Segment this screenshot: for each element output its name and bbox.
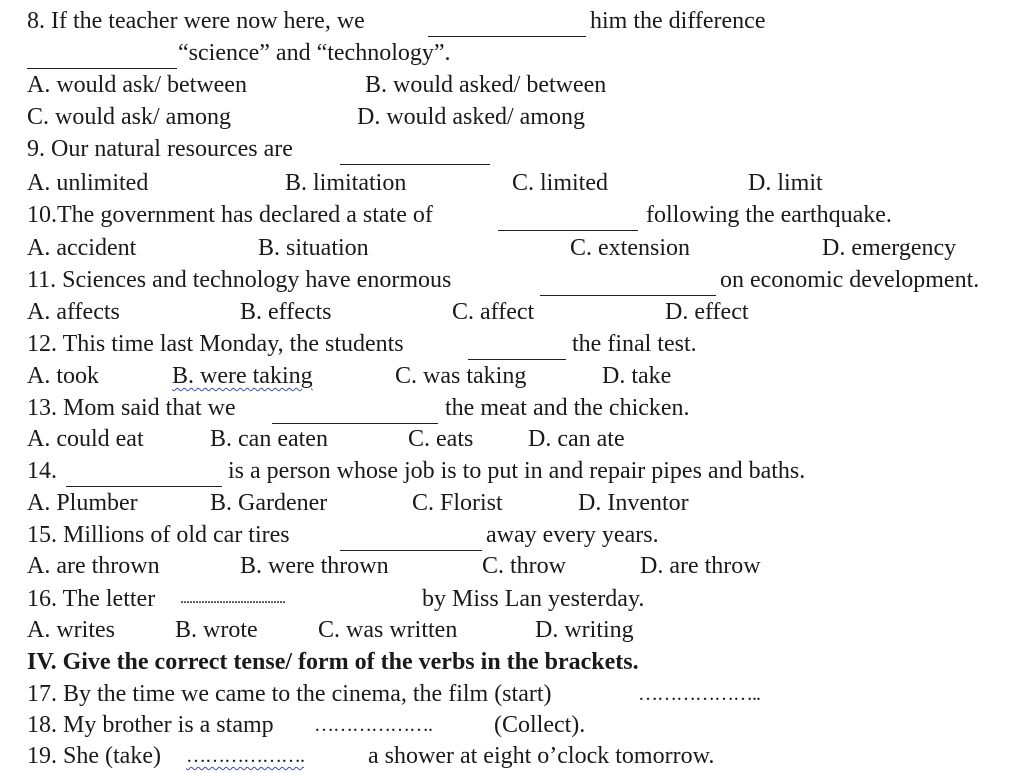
q9-option-a: A. unlimited	[27, 170, 149, 196]
q14-option-a: A. Plumber	[27, 490, 138, 516]
q9-option-c: C. limited	[512, 170, 608, 196]
q10-blank	[498, 199, 638, 231]
q10-option-d: D. emergency	[822, 235, 957, 261]
q16-option-d: D. writing	[535, 617, 634, 643]
q12-stem-start: 12. This time last Monday, the students	[27, 331, 404, 357]
q8-option-a: A. would ask/ between	[27, 72, 247, 98]
q13-stem-end: the meat and the chicken.	[445, 395, 690, 421]
q16-option-b: B. wrote	[175, 617, 258, 643]
q17-stem: 17. By the time we came to the cinema, the film (start)	[27, 681, 552, 707]
q14-option-d: D. Inventor	[578, 490, 689, 516]
q18-stem-start: 18. My brother is a stamp	[27, 712, 274, 738]
q15-option-c: C. throw	[482, 553, 566, 579]
q12-blank	[468, 328, 566, 360]
q14-blank	[66, 455, 222, 487]
q15-option-d: D. are throw	[640, 553, 761, 579]
section-iv-heading-text: IV. Give the correct tense/ form of the verbs in the brackets.	[27, 649, 639, 675]
q12-option-b: B. were taking	[172, 363, 313, 389]
q11-option-c: C. affect	[452, 299, 535, 325]
q11-stem-start: 11. Sciences and technology have enormous	[27, 267, 452, 293]
q8-option-d: D. would asked/ among	[357, 104, 585, 130]
q8-blank-2	[27, 37, 177, 69]
q9-blank	[340, 133, 490, 165]
q8-option-c: C. would ask/ among	[27, 104, 231, 130]
q11-blank	[540, 264, 716, 296]
q8-stem-end: him the difference	[590, 8, 766, 34]
q10-stem-start: 10.The government has declared a state of	[27, 202, 433, 228]
q16-dotted-blank: ...................................	[180, 590, 285, 607]
q16-stem-start: 16. The letter	[27, 586, 156, 612]
q16-stem-end: by Miss Lan yesterday.	[422, 586, 645, 612]
q15-stem-start: 15. Millions of old car tires	[27, 522, 290, 548]
q15-blank	[340, 519, 482, 551]
q18-stem-end: (Collect).	[494, 712, 586, 738]
q8-stem-start: 8. If the teacher were now here, we	[27, 8, 365, 34]
q15-stem-end: away every years.	[486, 522, 659, 548]
q11-option-a: A. affects	[27, 299, 120, 325]
q12-option-c: C. was taking	[395, 363, 527, 389]
q9-option-b: B. limitation	[285, 170, 407, 196]
q19-dotted-blank: ……………….	[186, 745, 304, 767]
q17-dotted-blank: ………………..	[638, 683, 760, 705]
q19-stem-end: a shower at eight o’clock tomorrow.	[368, 743, 715, 769]
q16-option-a: A. writes	[27, 617, 115, 643]
q12-option-a: A. took	[27, 363, 99, 389]
q13-option-d: D. can ate	[528, 426, 625, 452]
q13-blank	[272, 392, 438, 424]
q13-option-a: A. could eat	[27, 426, 144, 452]
q11-stem-end: on economic development.	[720, 267, 980, 293]
q19-stem-start: 19. She (take)	[27, 743, 161, 769]
q13-option-b: B. can eaten	[210, 426, 328, 452]
q8-option-b: B. would asked/ between	[365, 72, 607, 98]
q12-stem-end: the final test.	[572, 331, 697, 357]
q13-option-c: C. eats	[408, 426, 474, 452]
q14-number: 14.	[27, 458, 57, 484]
q14-stem: is a person whose job is to put in and repair pipes and baths.	[228, 458, 806, 484]
q8-blank-1	[428, 5, 586, 37]
q13-stem-start: 13. Mom said that we	[27, 395, 236, 421]
q18-dotted-blank: ……………….	[314, 714, 432, 736]
q16-option-c: C. was written	[318, 617, 458, 643]
q15-option-a: A. are thrown	[27, 553, 160, 579]
q9-stem: 9. Our natural resources are	[27, 136, 293, 162]
q8-stem-terms: “science” and “technology”.	[178, 40, 451, 66]
q15-option-b: B. were thrown	[240, 553, 389, 579]
q11-option-d: D. effect	[665, 299, 749, 325]
q10-option-c: C. extension	[570, 235, 690, 261]
q10-option-b: B. situation	[258, 235, 369, 261]
q10-option-a: A. accident	[27, 235, 137, 261]
q14-option-c: C. Florist	[412, 490, 503, 516]
q9-option-d: D. limit	[748, 170, 823, 196]
q10-stem-end: following the earthquake.	[646, 202, 892, 228]
q14-option-b: B. Gardener	[210, 490, 328, 516]
q12-option-d: D. take	[602, 363, 672, 389]
q11-option-b: B. effects	[240, 299, 332, 325]
